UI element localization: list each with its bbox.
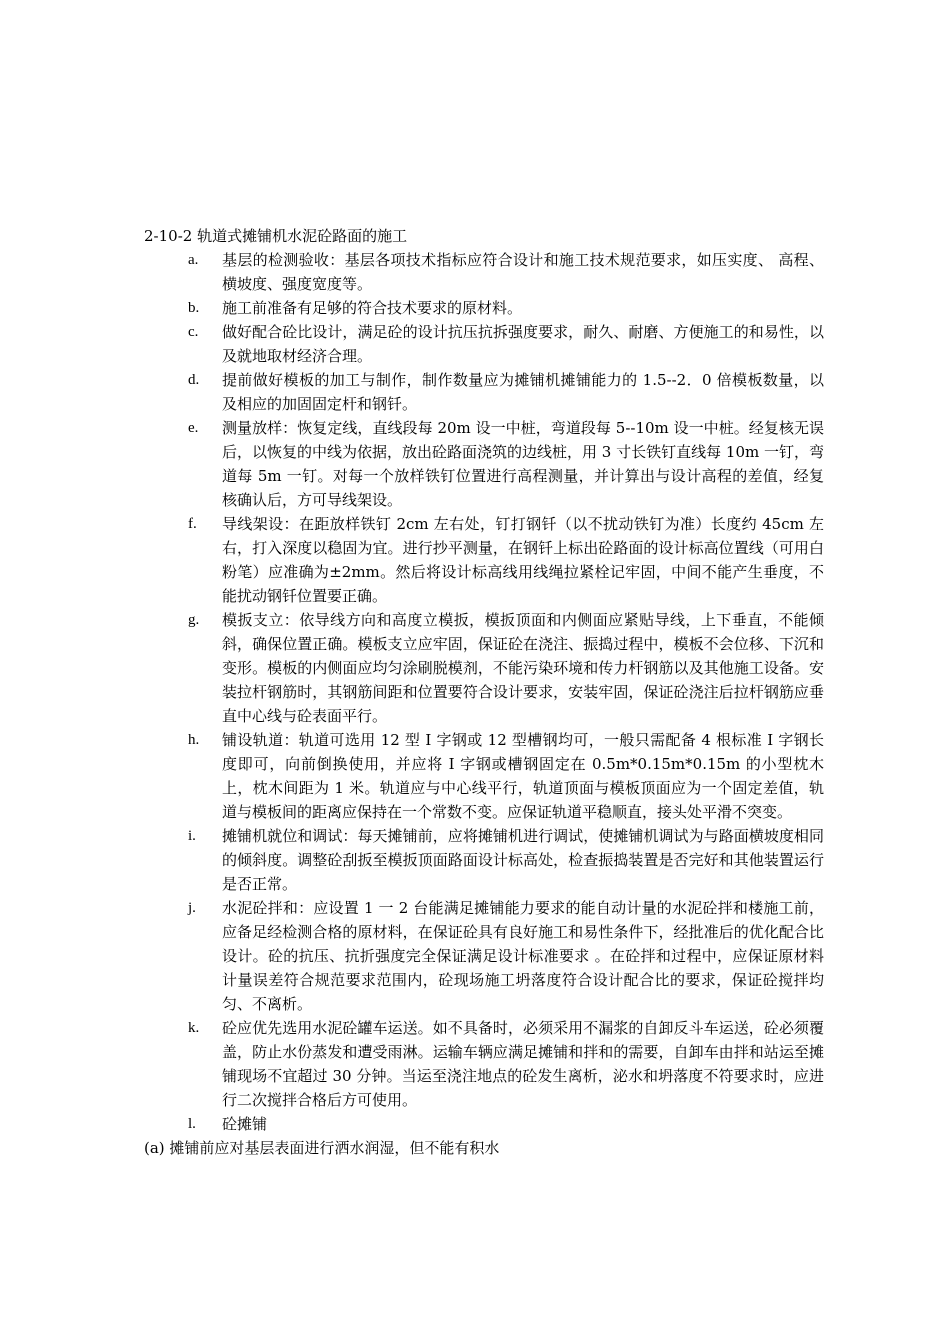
list-item-text: 模扳支立：依导线方向和高度立模扳，模扳顶面和内侧面应紧贴导线，上下垂直，不能倾斜，确保位置正确。模板支立应牢固，保证砼在浇注、振捣过程中，模板不会位移、下沉和变形。模板的内侧面应均匀涂刷脱模剂，不能污染环境和传力杆钢筋以及其他施工设备。安装拉杆钢筋时，其钢筋间距和位置要符合设计要求，安装牢固，保证砼浇注后拉杆钢筋应垂直中心线与砼表面平行。 bbox=[222, 611, 824, 725]
list-item-label: e. bbox=[188, 420, 199, 436]
list-item bbox=[144, 824, 824, 896]
list-item bbox=[144, 728, 824, 824]
list-item-label: g. bbox=[188, 612, 200, 628]
list-item-text: 施工前准备有足够的符合技术要求的原材料。 bbox=[222, 299, 523, 317]
document-body bbox=[144, 224, 824, 1160]
list-item bbox=[144, 320, 824, 368]
list-item-text: 砼摊铺 bbox=[222, 1115, 268, 1133]
list-item-text: 砼应优先选用水泥砼罐车运送。如不具备时，必须采用不漏浆的自卸反斗车运送，砼必须覆盖，防止水份蒸发和遭受雨淋。运输车辆应满足摊铺和拌和的需要，自卸车由拌和站运至摊铺现场不宜超过 30 分钟。当运至浇注地点的砼发生离析，泌水和坍落度不符要求时，应进行二次搅拌合格后方可使用。 bbox=[222, 1019, 824, 1109]
list-item-label: i. bbox=[188, 828, 196, 844]
list-item-text: 测量放样：恢复定线，直线段每 20m 设一中桩，弯道段每 5--10m 设一中桩。经复核无误后，以恢复的中线为依据，放出砼路面浇筑的边线桩，用 3 寸长铁钉直线每 10m 一钉，弯道每 5m 一钉。对每一个放样铁钉位置进行高程测量，并计算出与设计高程的差值，经复核确认后，方可导线架设。 bbox=[222, 419, 824, 509]
list-item-label: h. bbox=[188, 732, 200, 748]
list-item-text: 水泥砼拌和：应设置 1 一 2 台能满足摊铺能力要求的能自动计量的水泥砼拌和楼施工前，应备足经检测合格的原材料，在保证砼具有良好施工和易性条件下，经批准后的优化配合比设计。砼的抗压、抗折强度完全保证满足设计标准要求 。在砼拌和过程中，应保证原材料计量误差符合规范要求范围内，砼现场施工坍落度符合设计配合比的要求，保证砼搅拌均匀、不离析。 bbox=[222, 899, 824, 1013]
list-item bbox=[144, 1016, 824, 1112]
list-item-text: 导线架设：在距放样铁钉 2cm 左右处，钉打钢钎（以不扰动铁钉为准）长度约 45cm 左右，打入深度以稳固为宜。进行抄平测量，在钢钎上标出砼路面的设计标高位置线（可用白粉笔）应准确为±2mm。然后将设计标高线用线绳拉紧栓记牢固，中间不能产生垂度，不能扰动钢钎位置要正确。 bbox=[222, 515, 824, 605]
list-item-label: f. bbox=[188, 516, 197, 532]
list-item bbox=[144, 248, 824, 296]
section-heading: 2-10-2 轨道式摊铺机水泥砼路面的施工 bbox=[144, 227, 408, 245]
list-item-label: a. bbox=[188, 252, 199, 268]
item-list bbox=[144, 248, 824, 1136]
list-item-label: j. bbox=[188, 900, 196, 916]
list-item bbox=[144, 1112, 824, 1136]
list-item-text: 做好配合砼比设计，满足砼的设计抗压抗拆强度要求，耐久、耐磨、方便施工的和易性，以及就地取材经济合理。 bbox=[222, 323, 824, 365]
sub-item-a: (a) 摊铺前应对基层表面进行洒水润湿，但不能有积水 bbox=[144, 1139, 500, 1157]
list-item-label: l. bbox=[188, 1116, 196, 1132]
list-item-text: 铺设轨道：轨道可选用 12 型 I 字钢或 12 型槽钢均可，一般只需配备 4 根标准 I 字钢长度即可，向前倒换使用，并应将 I 字钢或槽钢固定在 0.5m*0.15m*0.15m 的小型枕木上，枕木间距为 1 米。轨道应与中心线平行，轨道顶面与模板顶面应为一个固定差值，轨道与模板间的距离应保持在一个常数不变。应保证轨道平稳顺直，接头处平滑不突变。 bbox=[222, 731, 824, 821]
list-item-text: 摊铺机就位和调试：每天摊铺前，应将摊铺机进行调试，使摊铺机调试为与路面横坡度相同的倾斜度。调整砼刮扳至模扳顶面路面设计标高处，检查振捣装置是否完好和其他装置运行是否正常。 bbox=[222, 827, 824, 893]
list-item bbox=[144, 512, 824, 608]
list-item bbox=[144, 896, 824, 1016]
list-item bbox=[144, 296, 824, 320]
list-item bbox=[144, 608, 824, 728]
list-item bbox=[144, 368, 824, 416]
list-item-text: 基层的检测验收：基层各项技术指标应符合设计和施工技术规范要求，如压实度、 高程、横坡度、强度宽度等。 bbox=[222, 251, 824, 293]
list-item bbox=[144, 416, 824, 512]
list-item-label: k. bbox=[188, 1020, 200, 1036]
list-item-label: c. bbox=[188, 324, 199, 340]
list-item-text: 提前做好模板的加工与制作，制作数量应为摊铺机摊铺能力的 1.5--2．0 倍模板数量，以及相应的加固固定杆和钢钎。 bbox=[222, 371, 824, 413]
list-item-label: b. bbox=[188, 300, 200, 316]
list-item-label: d. bbox=[188, 372, 200, 388]
